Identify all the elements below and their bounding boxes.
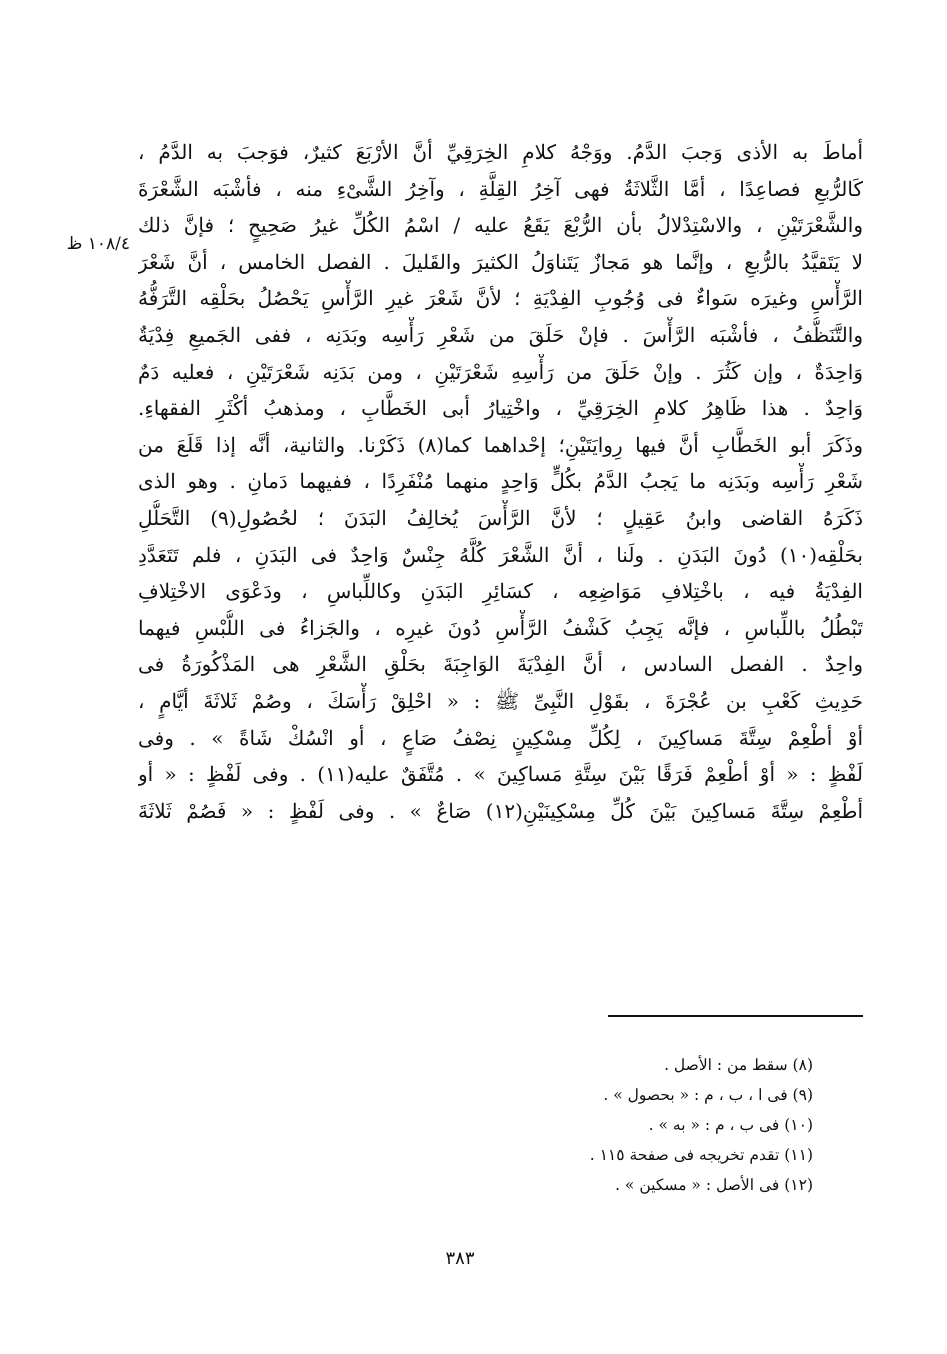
text-line: الرَّأْسِ وغيرَه سَواءٌ فى وُجُوبِ الفِدْيَةِ ؛ لأنَّ شَعْرَ غيرِ الرَّأْسِ يَحْصُلُ بحَلْقِه التَّرَفُّهُ	[138, 286, 863, 311]
text-line: والتَّنَظُّفُ ، فأشْبَه الرَّأْسَ . فإنْ حَلَقَ من شَعْرِ رَأْسِه وبَدَنِه ، ففى الجَميعِ فِدْيَةٌ	[138, 322, 863, 347]
footnote: (١٠) فى ب ، م : « به » .	[648, 1116, 813, 1134]
text-line: تَبْطُلُ باللِّباسِ ، فإنَّه يَجِبُ كَشْفُ الرَّأْسِ دُونَ غيرِه ، والجَزاءُ فى اللُّبْسِ فيهما	[138, 615, 863, 640]
text-line: وَاحِدٌ . هذا ظَاهِرُ كلامِ الخِرَقِيِّ ، واخْتِيارُ أبى الخَطَّابِ ، ومذهبُ أكْثَرِ الفقهاءِ.	[138, 396, 863, 421]
text-line: والشَّعْرَتَيْنِ ، والاسْتِدْلالُ بأن الرُّبْعَ يَقَعُ عليه / اسْمُ الكُلِّ غيرُ صَحِيحٍ ؛ فإنَّ ذلك	[138, 213, 863, 238]
footnote: (٨) سقط من : الأصل .	[664, 1056, 813, 1074]
text-line: حَدِيثِ كَعْبِ بن عُجْرَةَ ، بقَوْلِ النَّبِىِّ ﷺ : « احْلِقْ رَأْسَكَ ، وصُمْ ثَلاثَةَ أيَّامٍ ،	[138, 688, 863, 713]
text-line: كَالرُّبعِ فصاعِدًا ، أمَّا الثَّلاثَةُ فهى آخِرُ القِلَّةِ ، وآخِرُ الشَّىْءِ منه ، فأشْبَه الشَّعْرَةَ	[138, 176, 863, 201]
text-line: لَفْظٍ : « أوْ أطْعِمْ فَرَقًا بَيْنَ سِتَّةِ مَساكِينَ » . مُتَّفَقٌ عليه(١١) . وفى لَفْظٍ : « أو	[138, 762, 863, 787]
text-line: وَاحِدَةٌ ، وإن كَثُرَ . وإنْ حَلَقَ من رَأْسِهِ شَعْرَتَيْنِ ، ومن بَدَنِه شَعْرَتَيْنِ ، فعليه دَمٌ	[138, 359, 863, 384]
main-text	[138, 134, 863, 829]
margin-folio-note: ١٠٨/٤ ظ	[66, 234, 130, 254]
footnotes	[300, 1050, 813, 1200]
text-line: أوْ أطْعِمْ سِتَّةَ مَساكِينَ ، لِكُلِّ مِسْكِينٍ نِصْفُ صَاعٍ ، أو انْسُكْ شَاةً » . وفى	[138, 725, 863, 750]
text-line: أماطَ به الأذى وَجبَ الدَّمُ. ووَجْهُ كلامِ الخِرَقِيِّ أنَّ الأرْبَعَ كثيرٌ، فوَجبَ به الدَّمُ ،	[138, 140, 863, 164]
footnote: (١١) تقدم تخريجه فى صفحة ١١٥ .	[589, 1146, 813, 1164]
text-line: واحِدٌ . الفصل السادس ، أنَّ الفِدْيَةَ الوَاجِبَةَ بحَلْقِ الشَّعْرِ هى المَذْكُورَةُ فى	[138, 652, 863, 677]
page-number: ٣٨٣	[445, 1248, 475, 1269]
text-line: شَعْرِ رَأْسِه وبَدَنِه ما يَجبُ الدَّمُ بكُلٍّ وَاحِدٍ منهما مُنْفَرِدًا ، ففيهما دَمانِ . وهو الذى	[138, 469, 863, 494]
text-line: بحَلْقِه(١٠) دُونَ البَدَنِ . ولَنا ، أنَّ الشَّعْرَ كُلَّهُ جِنْسٌ وَاحِدٌ فى البَدَنِ ، فلم تَتَعَدَّدِ	[138, 542, 863, 567]
text-line: وذَكَرَ أبو الخَطَّابِ أنَّ فيها رِوايَتَيْنِ؛ إحْداهما كما(٨) ذَكَرْنا. والثانية، أنَّه إذا قَلَعَ من	[138, 432, 863, 457]
footnote: (٩) فى ا ، ب ، م : « بحصول » .	[603, 1086, 813, 1104]
text-line: أطْعِمْ سِتَّةَ مَساكِينَ بَيْنَ كُلِّ مِسْكِينَيْنِ(١٢) صَاعٌ » . وفى لَفْظٍ : « فَصُمْ ثَلاثَةَ	[138, 798, 863, 823]
text-line: لا يَتَقيَّدُ بالرُّبعِ ، وإنَّما هو مَجازٌ يَتَناوَلُ الكثيرَ والقَليلَ . الفصل الخامس ، أنَّ شَعْرَ	[138, 249, 863, 274]
text-line: الفِدْيَةُ فيه ، باخْتِلافِ مَوَاضِعِه ، كسَائِرِ البَدَنِ وكاللِّباسِ ، ودَعْوَى الاخْتِلافِ	[138, 579, 863, 604]
footnote-separator	[608, 1015, 863, 1017]
footnote: (١٢) فى الأصل : « مسكين » .	[615, 1176, 813, 1194]
text-line: ذَكَرَهُ القاضى وابنُ عَقِيلٍ ؛ لأنَّ الرَّأْسَ يُخالِفُ البَدَنَ ؛ لحُصُولِ(٩) التَّحَلُّلِ	[138, 505, 863, 530]
